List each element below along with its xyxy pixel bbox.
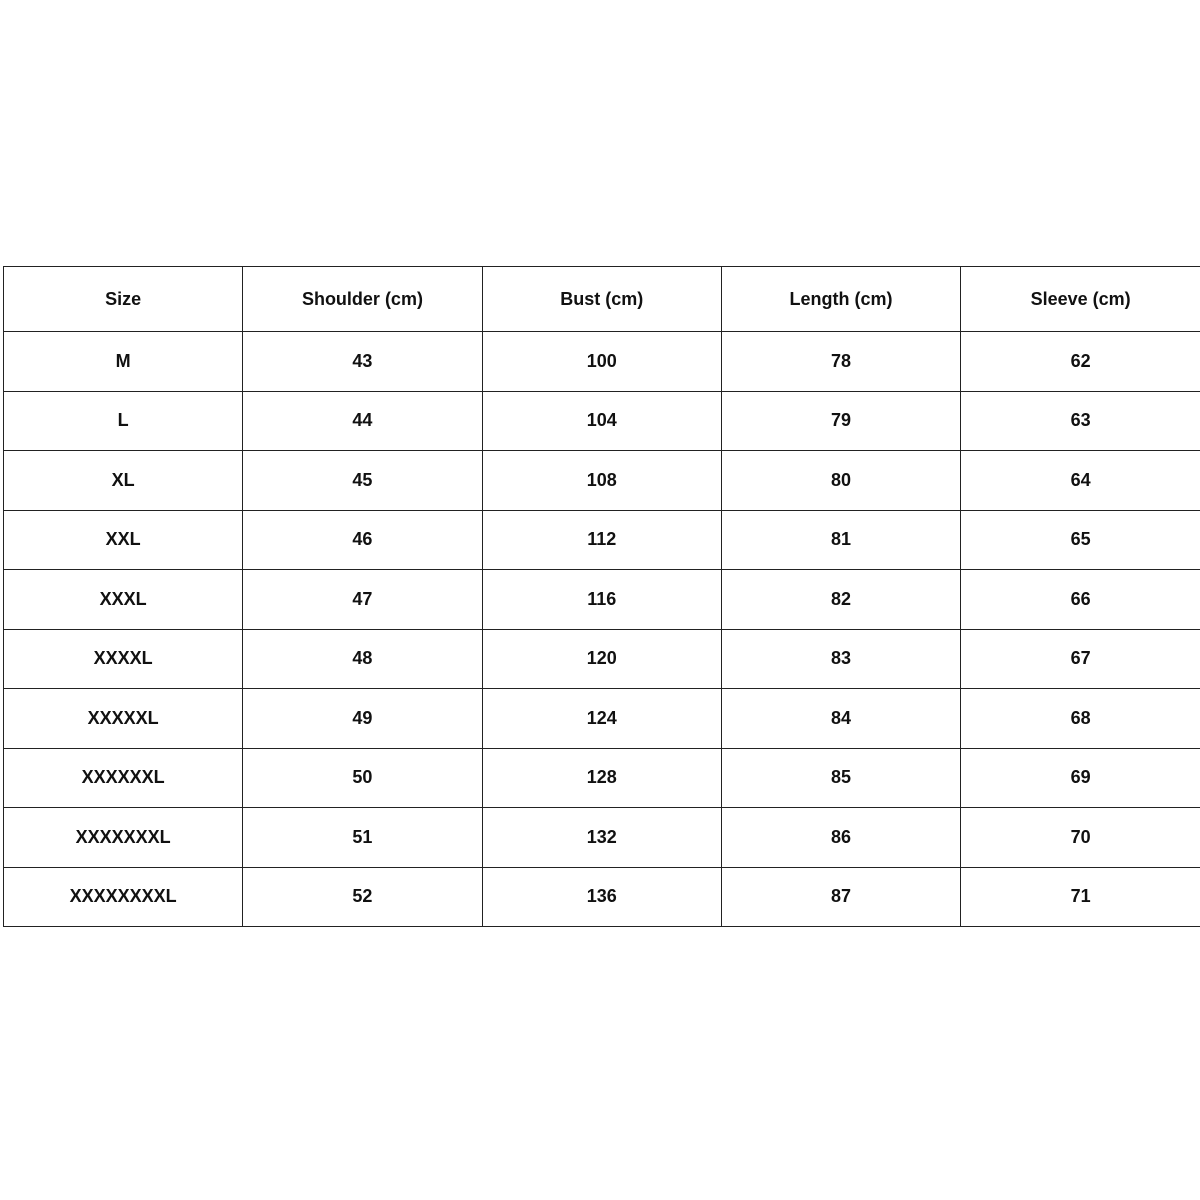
size-cell: XXXXXXL	[4, 748, 243, 808]
header-shoulder: Shoulder (cm)	[243, 267, 482, 332]
length-cell: 87	[721, 867, 960, 927]
shoulder-cell: 52	[243, 867, 482, 927]
length-cell: 82	[721, 570, 960, 630]
table-row	[4, 332, 1200, 392]
bust-cell: 128	[482, 748, 721, 808]
length-cell: 79	[721, 391, 960, 451]
bust-cell: 132	[482, 808, 721, 868]
table-row	[4, 451, 1200, 511]
length-cell: 85	[721, 748, 960, 808]
header-size: Size	[4, 267, 243, 332]
size-cell: XXXL	[4, 570, 243, 630]
sleeve-cell: 64	[961, 451, 1200, 511]
length-cell: 83	[721, 629, 960, 689]
size-cell: XXL	[4, 510, 243, 570]
size-cell: L	[4, 391, 243, 451]
bust-cell: 100	[482, 332, 721, 392]
length-cell: 86	[721, 808, 960, 868]
shoulder-cell: 50	[243, 748, 482, 808]
shoulder-cell: 48	[243, 629, 482, 689]
shoulder-cell: 49	[243, 689, 482, 749]
length-cell: 80	[721, 451, 960, 511]
sleeve-cell: 66	[961, 570, 1200, 630]
bust-cell: 124	[482, 689, 721, 749]
header-length: Length (cm)	[721, 267, 960, 332]
table-row	[4, 748, 1200, 808]
table-row	[4, 689, 1200, 749]
size-cell: XXXXXL	[4, 689, 243, 749]
sleeve-cell: 63	[961, 391, 1200, 451]
header-bust: Bust (cm)	[482, 267, 721, 332]
size-chart-table	[3, 266, 1200, 927]
size-cell: XXXXXXXXL	[4, 867, 243, 927]
shoulder-cell: 44	[243, 391, 482, 451]
size-cell: XXXXL	[4, 629, 243, 689]
sleeve-cell: 68	[961, 689, 1200, 749]
table-row	[4, 867, 1200, 927]
table-header-row	[4, 267, 1200, 332]
shoulder-cell: 47	[243, 570, 482, 630]
length-cell: 81	[721, 510, 960, 570]
bust-cell: 120	[482, 629, 721, 689]
bust-cell: 136	[482, 867, 721, 927]
sleeve-cell: 69	[961, 748, 1200, 808]
length-cell: 84	[721, 689, 960, 749]
sleeve-cell: 65	[961, 510, 1200, 570]
table-row	[4, 510, 1200, 570]
bust-cell: 116	[482, 570, 721, 630]
shoulder-cell: 46	[243, 510, 482, 570]
sleeve-cell: 67	[961, 629, 1200, 689]
table-row	[4, 808, 1200, 868]
length-cell: 78	[721, 332, 960, 392]
size-cell: XXXXXXXL	[4, 808, 243, 868]
bust-cell: 108	[482, 451, 721, 511]
shoulder-cell: 43	[243, 332, 482, 392]
shoulder-cell: 45	[243, 451, 482, 511]
table-row	[4, 570, 1200, 630]
sleeve-cell: 62	[961, 332, 1200, 392]
header-sleeve: Sleeve (cm)	[961, 267, 1200, 332]
bust-cell: 104	[482, 391, 721, 451]
table-row	[4, 391, 1200, 451]
size-cell: XL	[4, 451, 243, 511]
sleeve-cell: 70	[961, 808, 1200, 868]
shoulder-cell: 51	[243, 808, 482, 868]
sleeve-cell: 71	[961, 867, 1200, 927]
size-cell: M	[4, 332, 243, 392]
table-row	[4, 629, 1200, 689]
bust-cell: 112	[482, 510, 721, 570]
